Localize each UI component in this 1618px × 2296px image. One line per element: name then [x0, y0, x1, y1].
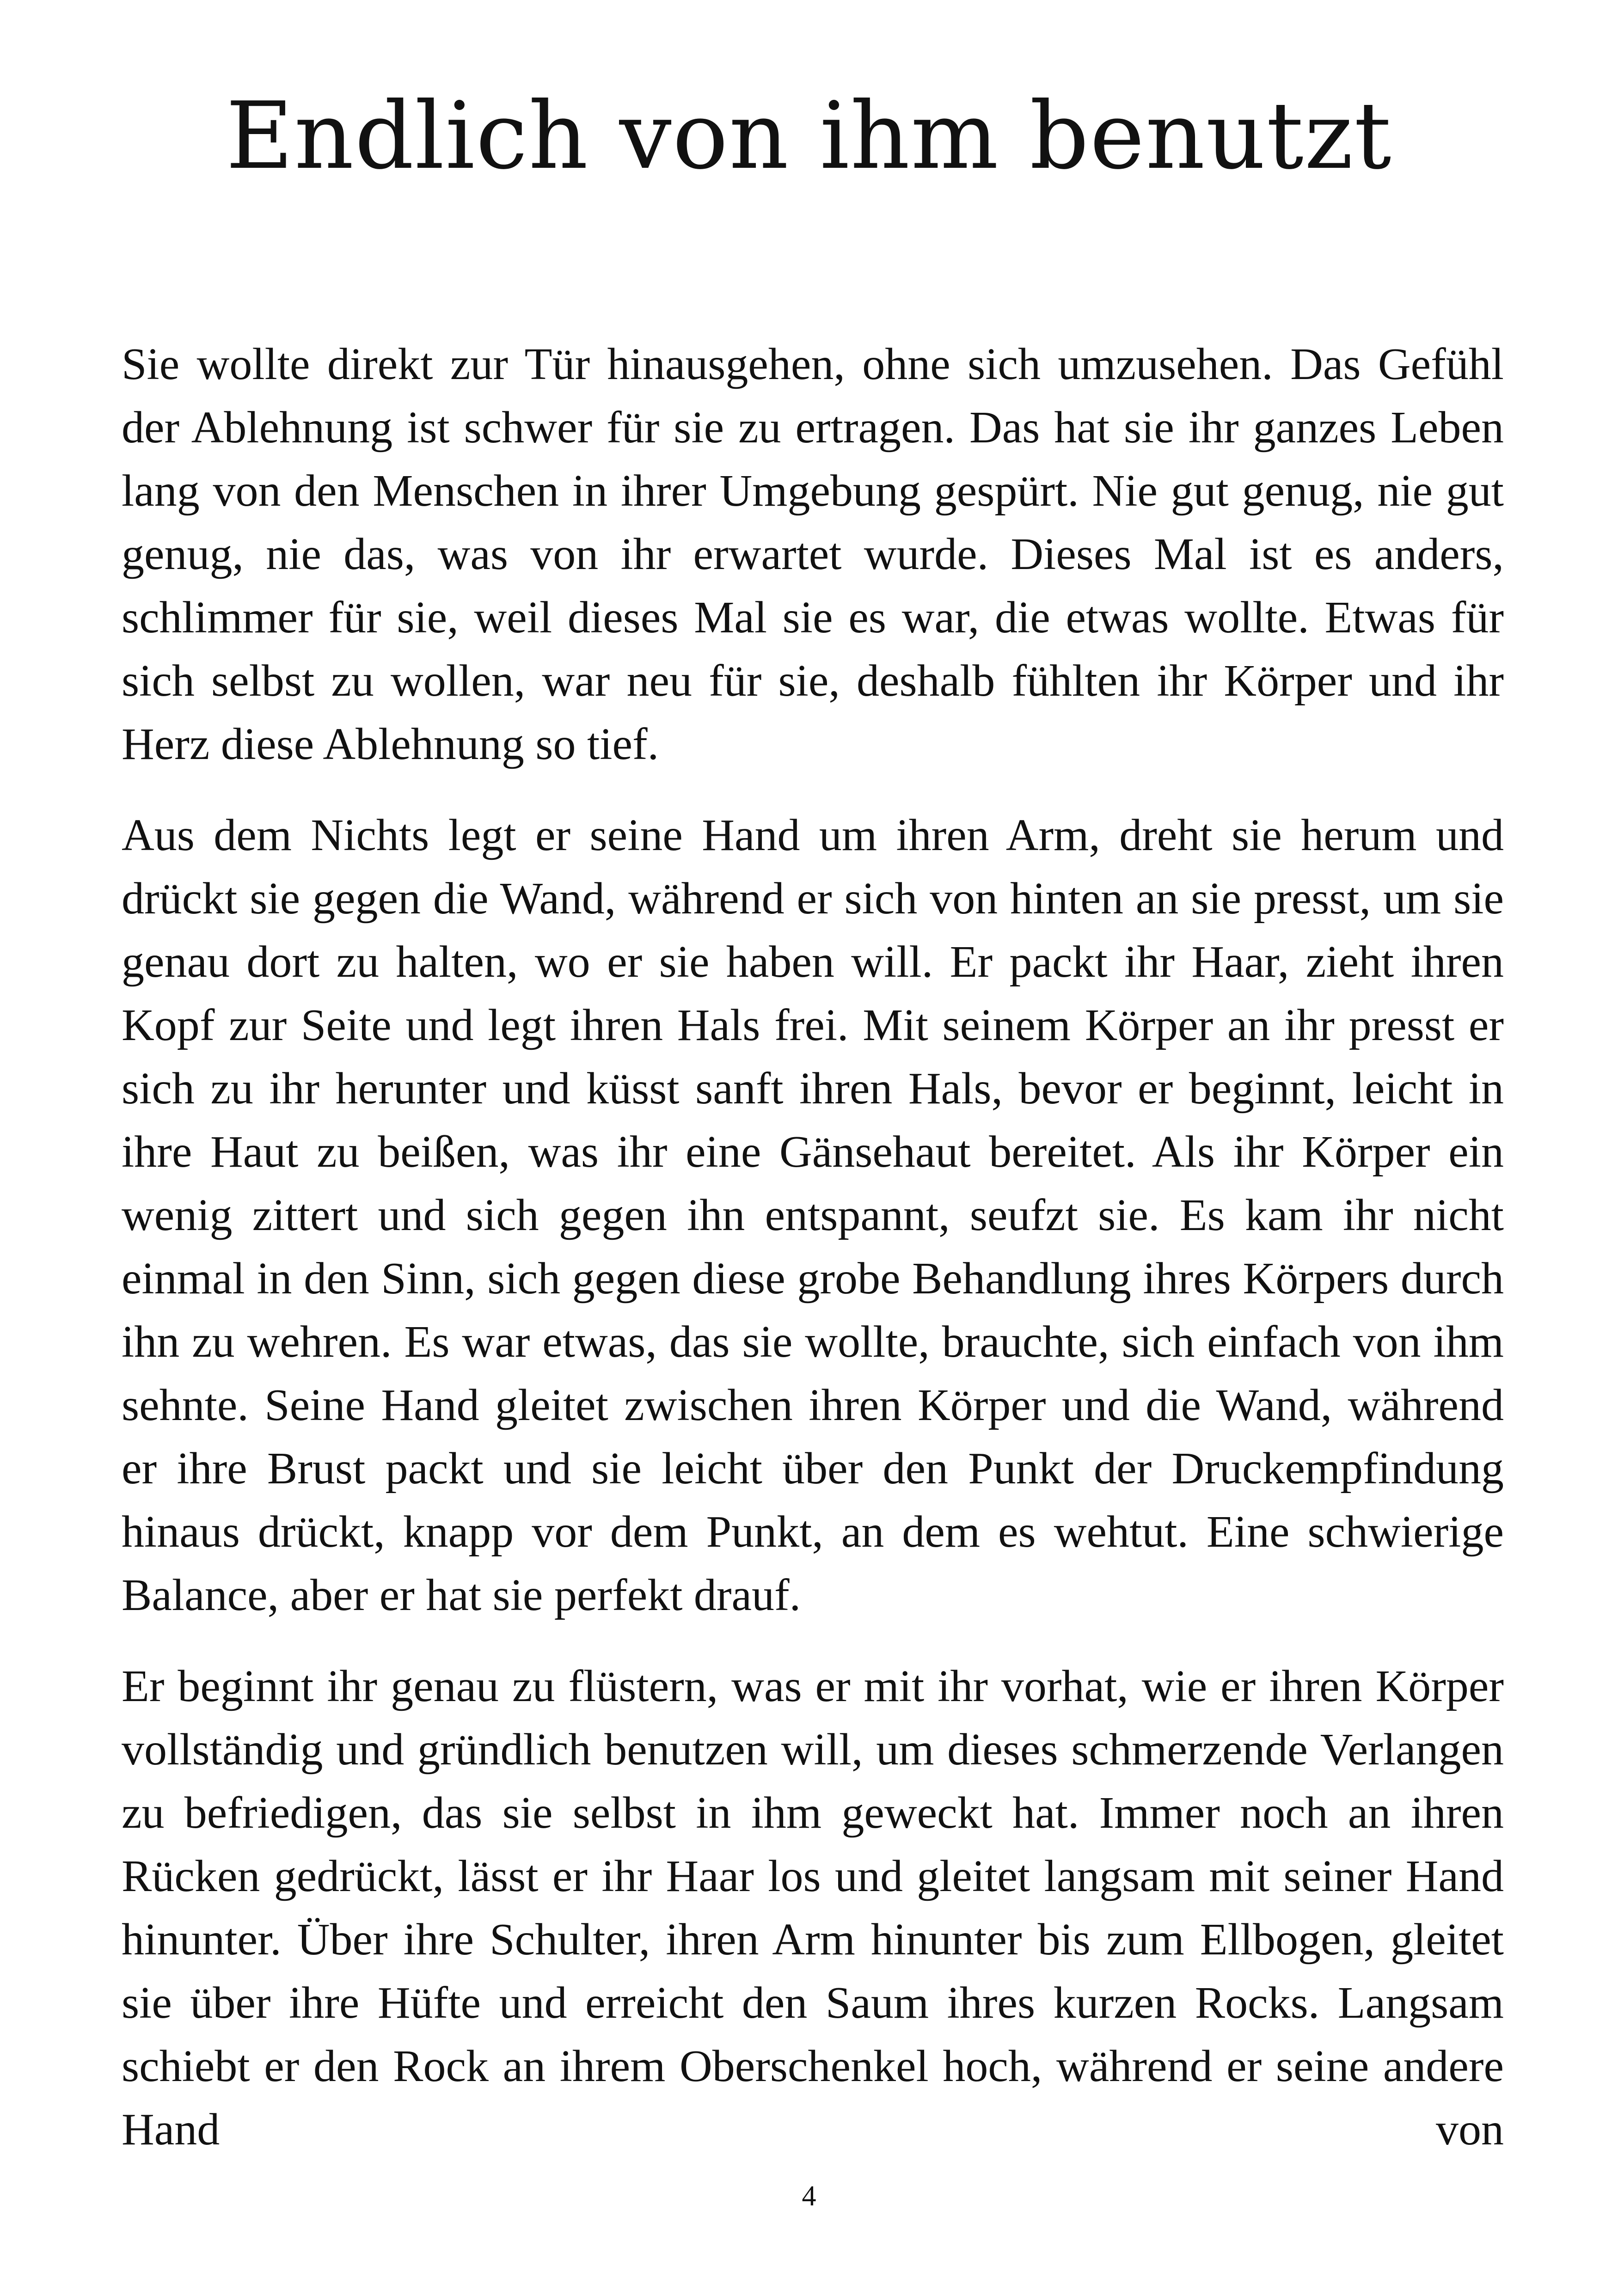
paragraph: Aus dem Nichts legt er seine Hand um ihren Arm, dreht sie herum und drückt sie gegen die Wand, während er sich von hinten an sie presst, um sie genau dort zu halten, wo er sie haben will. Er packt ihr Haar, zieht ihren Kopf zur Seite und legt ihren Hals frei. Mit seinem Körper an ihr presst er sich zu ihr herunter und küsst sanft ihren Hals, bevor er beginnt, leicht in ihre Haut zu beißen, was ihr eine Gänsehaut bereitet. Als ihr Körper ein wenig zittert und sich gegen ihn entspannt, seufzt sie. Es kam ihr nicht einmal in den Sinn, sich gegen diese grobe Behandlung ihres Körpers durch ihn zu wehren. Es war etwas, das sie wollte, brauchte, sich einfach von ihm sehnte. Seine Hand gleitet zwischen ihren Körper und die Wand, während er ihre Brust packt und sie leicht über den Punkt der Druckempfindung hinaus drückt, knapp vor dem Punkt, an dem es wehtut. Eine schwierige Balance, aber er hat sie perfekt drauf.: [122, 810, 1504, 1620]
chapter-title: Endlich von ihm benutzt: [226, 82, 1392, 190]
page-number: 4: [802, 2180, 816, 2212]
body-text: [122, 333, 1504, 2189]
paragraph: Er beginnt ihr genau zu flüstern, was er mit ihr vorhat, wie er ihren Körper vollständig und gründlich benutzen will, um dieses schmerzende Verlangen zu befriedigen, das sie selbst in ihm geweckt hat. Immer noch an ihren Rücken gedrückt, lässt er ihr Haar los und gleitet langsam mit seiner Hand hinunter. Über ihre Schulter, ihren Arm hinunter bis zum Ellbogen, gleitet sie über ihre Hüfte und erreicht den Saum ihres kurzen Rocks. Langsam schiebt er den Rock an ihrem Oberschenkel hoch, während er seine andere Hand von: [122, 1661, 1504, 2155]
paragraph: Sie wollte direkt zur Tür hinausgehen, ohne sich umzusehen. Das Gefühl der Ablehnung ist schwer für sie zu ertragen. Das hat sie ihr ganzes Leben lang von den Menschen in ihrer Umgebung gespürt. Nie gut genug, nie gut genug, nie das, was von ihr erwartet wurde. Dieses Mal ist es anders, schlimmer für sie, weil dieses Mal sie es war, die etwas wollte. Etwas für sich selbst zu wollen, war neu für sie, deshalb fühlten ihr Körper und ihr Herz diese Ablehnung so tief.: [122, 339, 1504, 769]
